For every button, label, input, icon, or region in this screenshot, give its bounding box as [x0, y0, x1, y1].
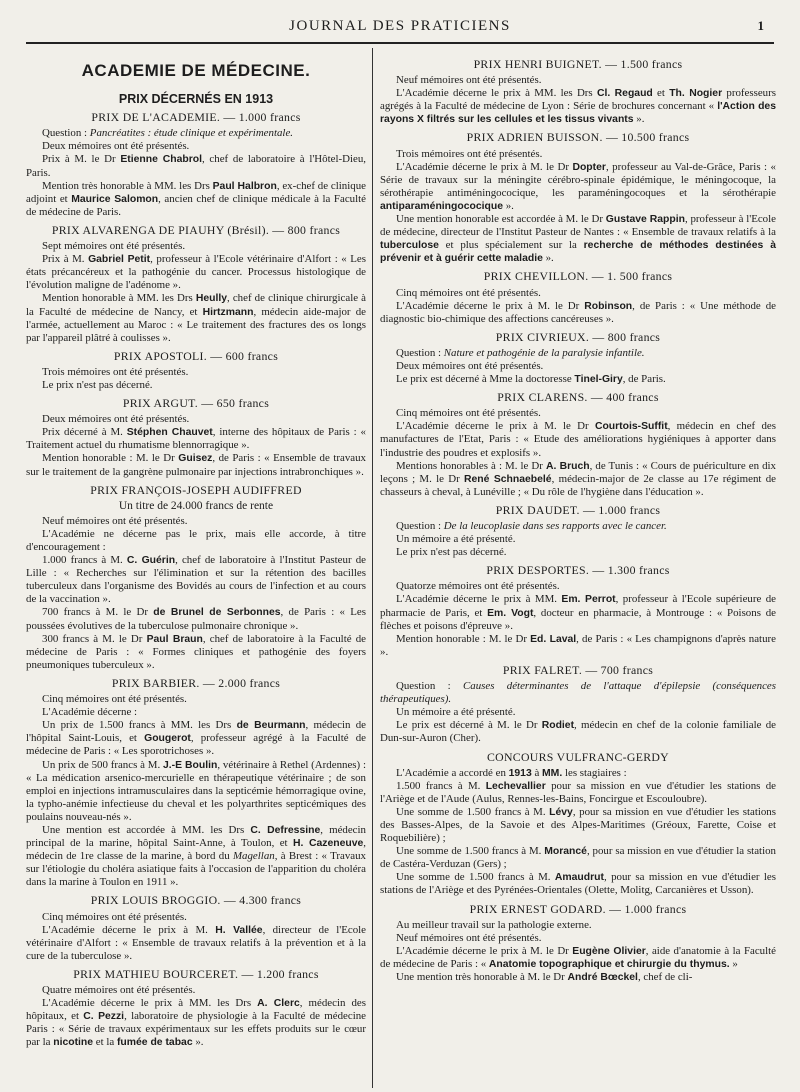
paragraph: Prix à M. le Dr Etienne Chabrol, chef de laboratoire à l'Hôtel-Dieu, Paris. [26, 153, 367, 179]
paragraph: L'Académie décerne : [42, 706, 138, 719]
journal-title: JOURNAL DES PRATICIENS [289, 18, 511, 34]
paragraph: Prix à M. Gabriel Petit, professeur à l'Ecole vétérinaire d'Alfort : « Les états précancéreux et la pathogénie du cancer. Processus histologique de l'évolution maligne de l'adénome ». [26, 253, 366, 292]
paragraph: Un prix de 500 francs à M. J.-E Boulin, vétérinaire à Rethel (Ardennes) : « La médication arsenico-mercurielle en thérapeutique vétérinaire ; de son emploi en injections intramusculaires dans la septicémie hémorragique ovine, la typho-anémie infectieuse du cheval et les polyarthrites septicémiques des poulains nouveau-nés ». [26, 758, 366, 823]
prize-heading: PRIX FALRET. — 700 francs [502, 662, 654, 677]
prize-heading: PRIX BARBIER. — 2.000 francs [111, 675, 281, 690]
paragraph: Un mémoire a été présenté. [396, 706, 516, 719]
prize-heading: PRIX CLARENS. — 400 francs [497, 390, 659, 405]
prize-heading: PRIX CIVRIEUX. — 800 francs [495, 329, 661, 344]
question: Question : Causes déterminantes de l'attaque d'épilepsie (conséquences thérapeutiques). [380, 680, 777, 706]
paragraph: L'Académie décerne le prix à M. le Dr Robinson, de Paris : « Une méthode de diagnostic bio-chimique des affections cancéreuses ». [380, 299, 776, 325]
right-column [380, 52, 776, 984]
paragraph: Prix décerné à M. Stéphen Chauvet, interne des hôpitaux de Paris : « Traitement actuel du rhumatisme blennorragique ». [26, 426, 367, 452]
prize-heading: PRIX ALVARENGA DE PIAUHY (Brésil). — 800 francs [51, 222, 341, 237]
prize-heading: PRIX ARGUT. — 650 francs [122, 396, 270, 411]
paragraph: Sept mémoires ont été présentés. [42, 240, 186, 253]
paragraph: Deux mémoires ont été présentés. [42, 413, 190, 426]
prize-heading: PRIX APOSTOLI. — 600 francs [113, 348, 279, 363]
paragraph: Mention très honorable à MM. les Drs Paul Halbron, ex-chef de clinique adjoint et Maurice Salomon, ancien chef de clinique médicale à la Faculté de médecine de Paris. [26, 179, 366, 218]
prize-heading: PRIX FRANÇOIS-JOSEPH AUDIFFRED [90, 482, 302, 497]
paragraph: Une somme de 1.500 francs à M. Amaudrut, pour sa mission en vue d'étudier les stations de l'Ariège et des Pyrénées-Orientales (Olette, Molitg, Carcanières et Usson). [380, 871, 777, 897]
page-header [28, 18, 772, 44]
paragraph: Neuf mémoires ont été présentés. [396, 931, 542, 944]
paragraph: Le prix est décerné à M. le Dr Rodiet, médecin en chef de la colonie familiale de Dun-sur-Auron (Cher). [380, 719, 776, 745]
prize-subheading: Un titre de 24.000 francs de rente [118, 499, 274, 512]
paragraph: Une mention honorable est accordée à M. le Dr Gustave Rappin, professeur à l'Ecole de médecine, directeur de l'Institut Pasteur de Nantes : « Ensemble de travaux relatifs à la tuberculose et plus spécialement sur la recherche de méthodes destinées à prévenir et à guérir cette maladie ». [380, 213, 776, 265]
paragraph: Deux mémoires ont été présentés. [396, 359, 544, 372]
prize-heading: PRIX DAUDET. — 1.000 francs [495, 502, 661, 517]
paragraph: Quatorze mémoires ont été présentés. [396, 580, 560, 593]
paragraph: Deux mémoires ont été présentés. [42, 140, 190, 153]
question: Question : Pancréatites : étude clinique et expérimentale. [42, 127, 294, 140]
paragraph: 1.000 francs à M. C. Guérin, chef de laboratoire à l'Institut Pasteur de Lille : « Recherches sur l'élimination et sur la rétention des bacilles tuberculeux dans l'organisme des Bovidés au cours de l'infection et au cours de la vaccination ». [26, 554, 366, 606]
paragraph: L'Académie a accordé en 1913 à MM. les stagiaires : [396, 766, 627, 779]
paragraph: Une mention est accordée à MM. les Drs C. Defressine, médecin principal de la marine, hôpital Saint-Anne, à Toulon, et H. Cazeneuve, médecin de 1re classe de la marine, à bord du Magellan, à Brest : « Travaux sur l'étiologie du choléra asiatique faits à l'occasion de l'apparition du choléra dans la marine à Toulon en 1911 ». [26, 823, 366, 889]
paragraph: Cinq mémoires ont été présentés. [42, 693, 187, 706]
paragraph: Quatre mémoires ont été présentés. [42, 984, 196, 996]
prize-heading: PRIX CHEVILLON. — 1. 500 francs [483, 269, 673, 284]
paragraph: L'Académie ne décerne pas le prix, mais elle accorde, à titre d'encouragement : [26, 527, 366, 553]
paragraph: Neuf mémoires ont été présentés. [42, 514, 188, 527]
paragraph: L'Académie décerne le prix à MM. Em. Perrot, professeur à l'Ecole supérieure de pharmacie de Paris, et Em. Vogt, docteur en pharmacie, à Montrouge : « Poisons de flèches et poisons d'épreuve ». [380, 593, 776, 632]
paragraph: Un prix de 1.500 francs à MM. les Drs de Beurmann, médecin de l'hôpital Saint-Louis, et Gougerot, professeur agrégé à la Faculté de médecine de Paris : « Les sporotrichoses ». [26, 719, 366, 758]
paragraph: Mentions honorables à : M. le Dr A. Bruch, de Tunis : « Cours de puériculture en dix leçons ; M. le Dr René Schnaebelé, médecin-major de 2e classe au 17e régiment de chasseurs à cheval, à Lunéville ; « Du rôle de l'hygiène dans l'éducation ». [380, 459, 776, 498]
paragraph: Trois mémoires ont été présentés. [396, 147, 543, 160]
paragraph: Une somme de 1.500 francs à M. Lévy, pour sa mission en vue d'étudier les stations des Basses-Alpes, de la Savoie et des Alpes-Maritimes (Gréoux, Farette, Coise et Roquebilière) ; [380, 805, 776, 845]
prize-heading: PRIX ADRIEN BUISSON. — 10.500 francs [466, 130, 690, 145]
paragraph: Cinq mémoires ont été présentés. [42, 910, 187, 923]
paragraph: Mention honorable : M. le Dr Ed. Laval, de Paris : « Les champignons d'après nature ». [380, 632, 776, 658]
prize-heading: PRIX HENRI BUIGNET. — 1.500 francs [473, 57, 683, 71]
paragraph: L'Académie décerne le prix à MM. les Drs A. Clerc, médecin des hôpitaux, et C. Pezzi, laboratoire de physiologie à la Faculté de médecine Paris : « Série de travaux expérimentaux sur les effets produits sur le cœur par la nicotine et la fumée de tabac ». [26, 997, 367, 1049]
header-rule [26, 42, 774, 44]
paragraph: Au meilleur travail sur la pathologie externe. [396, 918, 592, 931]
paragraph: L'Académie décerne le prix à MM. les Drs Cl. Regaud et Th. Nogier professeurs agrégés à la Faculté de médecine de Lyon : Série de brochures concernant « l'Action des rayons X filtrés sur les cellules et les tissus vivants ». [380, 87, 776, 126]
paragraph: Un mémoire a été présenté. [396, 533, 516, 546]
paragraph: Mention honorable : M. le Dr Guisez, de Paris : « Ensemble de travaux sur le traitement de la gangrène pulmonaire par injections intrabronchiques ». [26, 452, 366, 478]
section-subtitle: PRIX DÉCERNÉS EN 1913 [118, 92, 274, 107]
paragraph: L'Académie décerne le prix à M. le Dr Eugène Olivier, aide d'anatomie à la Faculté de médecine de Paris : « Anatomie topographique et chirurgie du thymus. » [380, 944, 777, 970]
paragraph: 700 francs à M. le Dr de Brunel de Serbonnes, de Paris : « Les poussées évolutives de la tuberculose pulmonaire chronique ». [26, 606, 366, 632]
prize-heading: PRIX MATHIEU BOURCERET. — 1.200 francs [73, 966, 319, 981]
paragraph: L'Académie décerne le prix à M. H. Vallée, directeur de l'Ecole vétérinaire d'Alfort : « Ensemble de travaux relatifs à la prévention et à la cure de la tuberculose ». [26, 923, 367, 962]
paragraph: Cinq mémoires ont été présentés. [396, 407, 541, 420]
column-divider [372, 48, 373, 1088]
paragraph: Le prix n'est pas décerné. [42, 378, 153, 391]
prize-heading: PRIX DESPORTES. — 1.300 francs [486, 563, 670, 578]
paragraph: Trois mémoires ont été présentés. [42, 365, 189, 378]
paragraph: 1.500 francs à M. Lechevallier pour sa mission en vue d'étudier les stations de l'Ariège et de l'Aude (Aulus, Rennes-les-Bains, Foncirgue et Escouloubre). [380, 779, 776, 805]
prize-heading: CONCOURS VULFRANC-GERDY [486, 749, 670, 764]
page-number: 1 [757, 18, 764, 33]
main-title: ACADEMIE DE MÉDECINE. [81, 61, 311, 80]
paragraph: Une mention très honorable à M. le Dr André Bœckel, chef de cli- [396, 971, 693, 983]
paragraph: Mention honorable à MM. les Drs Heully, chef de clinique chirurgicale à la Faculté de médecine de Nancy, et Hirtzmann, médecin aide-major de l'armée, actuellement au Maroc : « Le traitement des fractures des os longs par l'appareil plâtré à coulisses ». [26, 292, 366, 344]
paragraph: Le prix n'est pas décerné. [396, 546, 507, 559]
left-column [26, 52, 366, 1049]
prize-heading: PRIX DE L'ACADEMIE. — 1.000 francs [91, 110, 301, 125]
paragraph: L'Académie décerne le prix à M. le Dr Courtois-Suffit, médecin en chef des manufactures de l'Etat, Paris : « Etude des améliorations hygiéniques à apporter dans l'industrie des poudres et explosifs ». [380, 420, 776, 459]
paragraph: Cinq mémoires ont été présentés. [396, 286, 541, 299]
question: Question : De la leucoplasie dans ses rapports avec le cancer. [396, 520, 667, 532]
paragraph: Le prix est décerné à Mme la doctoresse Tinel-Giry, de Paris. [396, 373, 666, 386]
paragraph: L'Académie décerne le prix à M. le Dr Dopter, professeur au Val-de-Grâce, Paris : « Série de travaux sur la méningite cérébro-spinale épidémique, le méningocoque, la sérothérapie antiméningococique, les paraméningocoques et la sérothérapie antiparaméningococique ». [380, 160, 776, 212]
prize-heading: PRIX LOUIS BROGGIO. — 4.300 francs [90, 893, 302, 908]
prize-heading: PRIX ERNEST GODARD. — 1.000 francs [469, 901, 687, 916]
paragraph: 300 francs à M. le Dr Paul Braun, chef de laboratoire à la Faculté de médecine de Paris : « Formes cliniques et pathogénie des foyers pneumoniques tuberculeux ». [26, 632, 367, 671]
question: Question : Nature et pathogénie de la paralysie infantile. [396, 346, 645, 359]
paragraph: Neuf mémoires ont été présentés. [396, 74, 542, 87]
paragraph: Une somme de 1.500 francs à M. Morancé, pour sa mission en vue d'étudier la station de Castéra-Verduzan (Gers) ; [380, 845, 776, 871]
